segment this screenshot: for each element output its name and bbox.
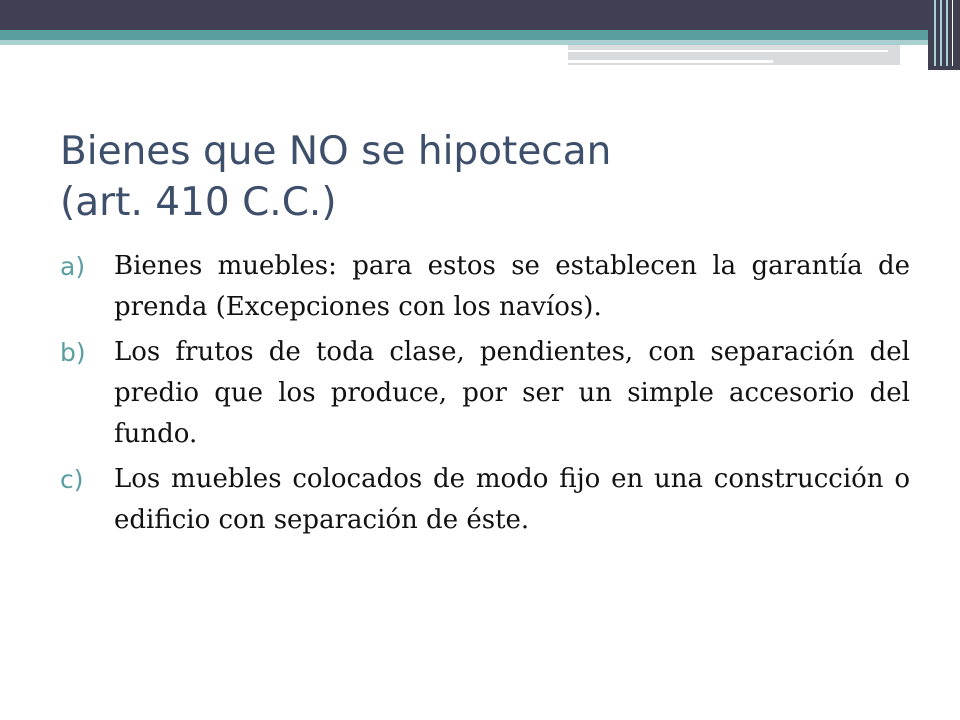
top-right-decor-line — [940, 0, 942, 66]
top-gray-step-highlight — [568, 50, 888, 52]
slide-title-line-2: (art. 410 C.C.) — [60, 180, 337, 225]
list-item-text: Los muebles colocados de modo fijo en una construcción o edificio con separación de éste. — [114, 464, 910, 535]
top-right-decor-panel — [928, 0, 960, 70]
top-right-decor-line — [946, 0, 948, 66]
slide-title — [60, 126, 920, 228]
top-right-decor-line — [934, 0, 936, 66]
top-decor-band — [0, 0, 960, 30]
list-item — [60, 246, 910, 328]
list-item-text: Los frutos de toda clase, pendientes, con separación del predio que los produce, por ser un simple accesorio del fundo. — [114, 337, 910, 449]
top-right-decor-line — [952, 0, 953, 66]
list-item-marker: a) — [60, 252, 86, 281]
list-item — [60, 332, 910, 455]
top-teal-stripe — [0, 30, 960, 40]
list-item-text: Bienes muebles: para estos se establecen la garantía de prenda (Excepciones con los navíos). — [114, 251, 910, 322]
list-item-marker: c) — [60, 465, 84, 494]
list-item-marker: b) — [60, 338, 86, 367]
list-item — [60, 459, 910, 541]
top-gray-step-line — [568, 60, 773, 63]
slide-title-line-1: Bienes que NO se hipotecan — [60, 129, 612, 174]
content-list — [60, 246, 910, 545]
